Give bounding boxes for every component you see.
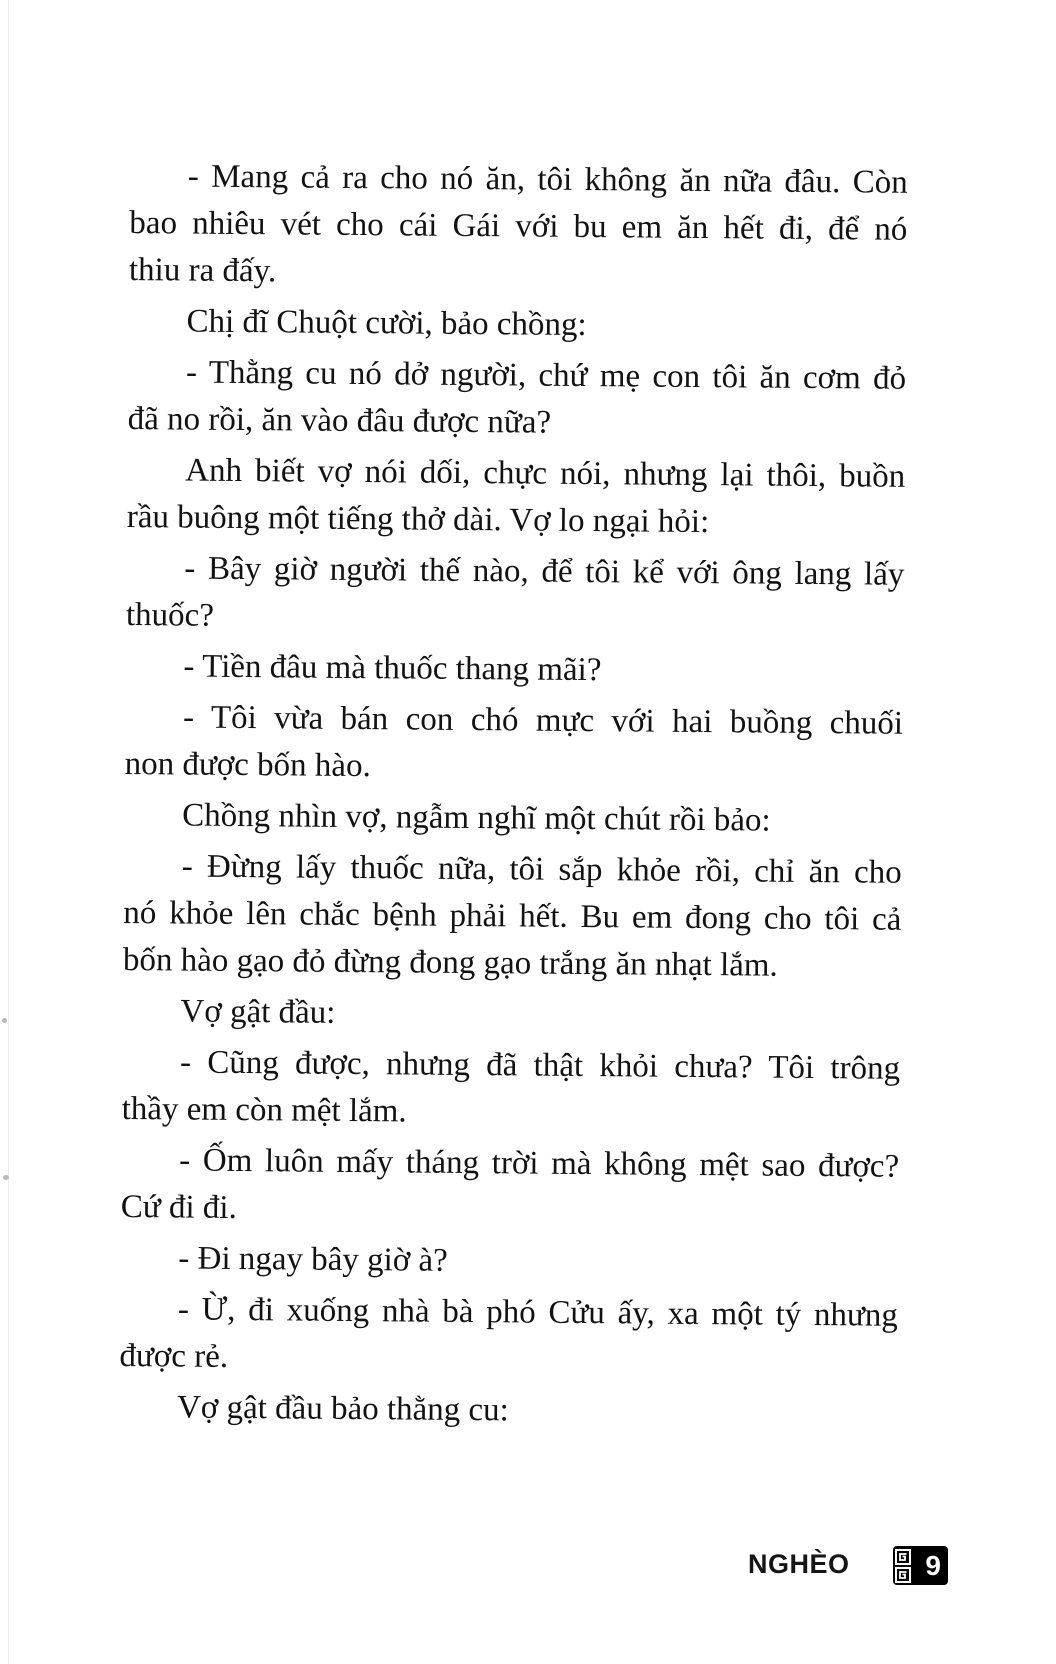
text-line: - Tiền đâu mà thuốc thang mãi? <box>183 648 602 689</box>
paragraph <box>121 1137 900 1238</box>
text-line: đã no rồi, ăn vào đâu được nữa? <box>127 400 552 441</box>
text-line: bao nhiêu vét cho cái Gái với bu em ăn hết đi, để nó <box>129 204 908 248</box>
text-line: thiu ra đấy. <box>128 251 277 290</box>
text-line: Cứ đi đi. <box>120 1188 237 1226</box>
scan-speck <box>2 1018 7 1023</box>
text-line: thầy em còn mệt lắm. <box>121 1090 407 1130</box>
paragraph <box>119 1384 897 1438</box>
text-line: bốn hào gạo đỏ đừng đong gạo trắng ăn nhạt lắm. <box>122 941 778 984</box>
paragraph <box>122 988 900 1042</box>
paragraph <box>120 1235 898 1289</box>
paragraph <box>124 792 902 846</box>
text-line: - Mang cả ra cho nó ăn, tôi không ăn nữa đâu. Còn <box>187 158 908 201</box>
running-title: NGHÈO <box>748 1549 850 1579</box>
text-line: Vợ gật đầu bảo thằng cu: <box>176 1389 509 1429</box>
text-line: - Ốm luôn mấy tháng trời mà không mệt sao được? <box>179 1142 900 1185</box>
text-line: - Cũng được, nhưng đã thật khỏi chưa? Tôi trông <box>179 1044 901 1087</box>
text-line: - Đi ngay bây giờ à? <box>178 1240 448 1279</box>
paragraph <box>125 643 903 697</box>
page-number: 9 <box>925 1549 941 1581</box>
paragraph <box>127 349 906 450</box>
text-line: rầu buông một tiếng thở dài. Vợ lo ngại hỏi: <box>126 498 710 541</box>
square-spiral-icon <box>895 1567 911 1583</box>
text-line: - Đừng lấy thuốc nữa, tôi sắp khỏe rồi, chỉ ăn cho <box>181 848 902 891</box>
spiral-ornament-icon <box>895 1549 911 1583</box>
page-text <box>119 153 908 1438</box>
page-number-badge <box>893 1546 948 1585</box>
scan-speck <box>3 1175 9 1180</box>
scan-edge-artifact <box>8 0 9 1664</box>
paragraph <box>119 1286 898 1387</box>
text-line: nó khỏe lên chắc bệnh phải hết. Bu em đong cho tôi cả <box>123 894 902 938</box>
square-spiral-icon <box>895 1549 911 1565</box>
paragraph <box>123 843 902 991</box>
text-line: Vợ gật đầu: <box>180 993 336 1031</box>
text-line: Chị đĩ Chuột cười, bảo chồng: <box>186 303 587 343</box>
text-line: - Ừ, đi xuống nhà bà phó Cửu ấy, xa một tý nhưng <box>177 1291 899 1334</box>
paragraph <box>127 447 906 548</box>
text-line: non được bốn hào. <box>124 745 371 785</box>
paragraph <box>128 298 906 352</box>
paragraph <box>129 153 908 301</box>
text-line: Anh biết vợ nói dối, chực nói, nhưng lại thôi, buồn <box>185 452 906 495</box>
text-line: - Thằng cu nó dở người, chứ mẹ con tôi ăn cơm đỏ <box>185 354 907 397</box>
text-line: được rẻ. <box>119 1337 229 1375</box>
paragraph <box>126 545 905 646</box>
paragraph <box>121 1039 900 1140</box>
text-line: - Bây giờ người thế nào, để tôi kể với ông lang lấy <box>184 550 905 593</box>
text-line: Chồng nhìn vợ, ngẫm nghĩ một chút rồi bảo: <box>182 797 771 839</box>
text-line: - Tôi vừa bán con chó mực với hai buồng chuối <box>182 699 904 742</box>
text-line: thuốc? <box>125 596 215 634</box>
paragraph <box>124 694 903 795</box>
